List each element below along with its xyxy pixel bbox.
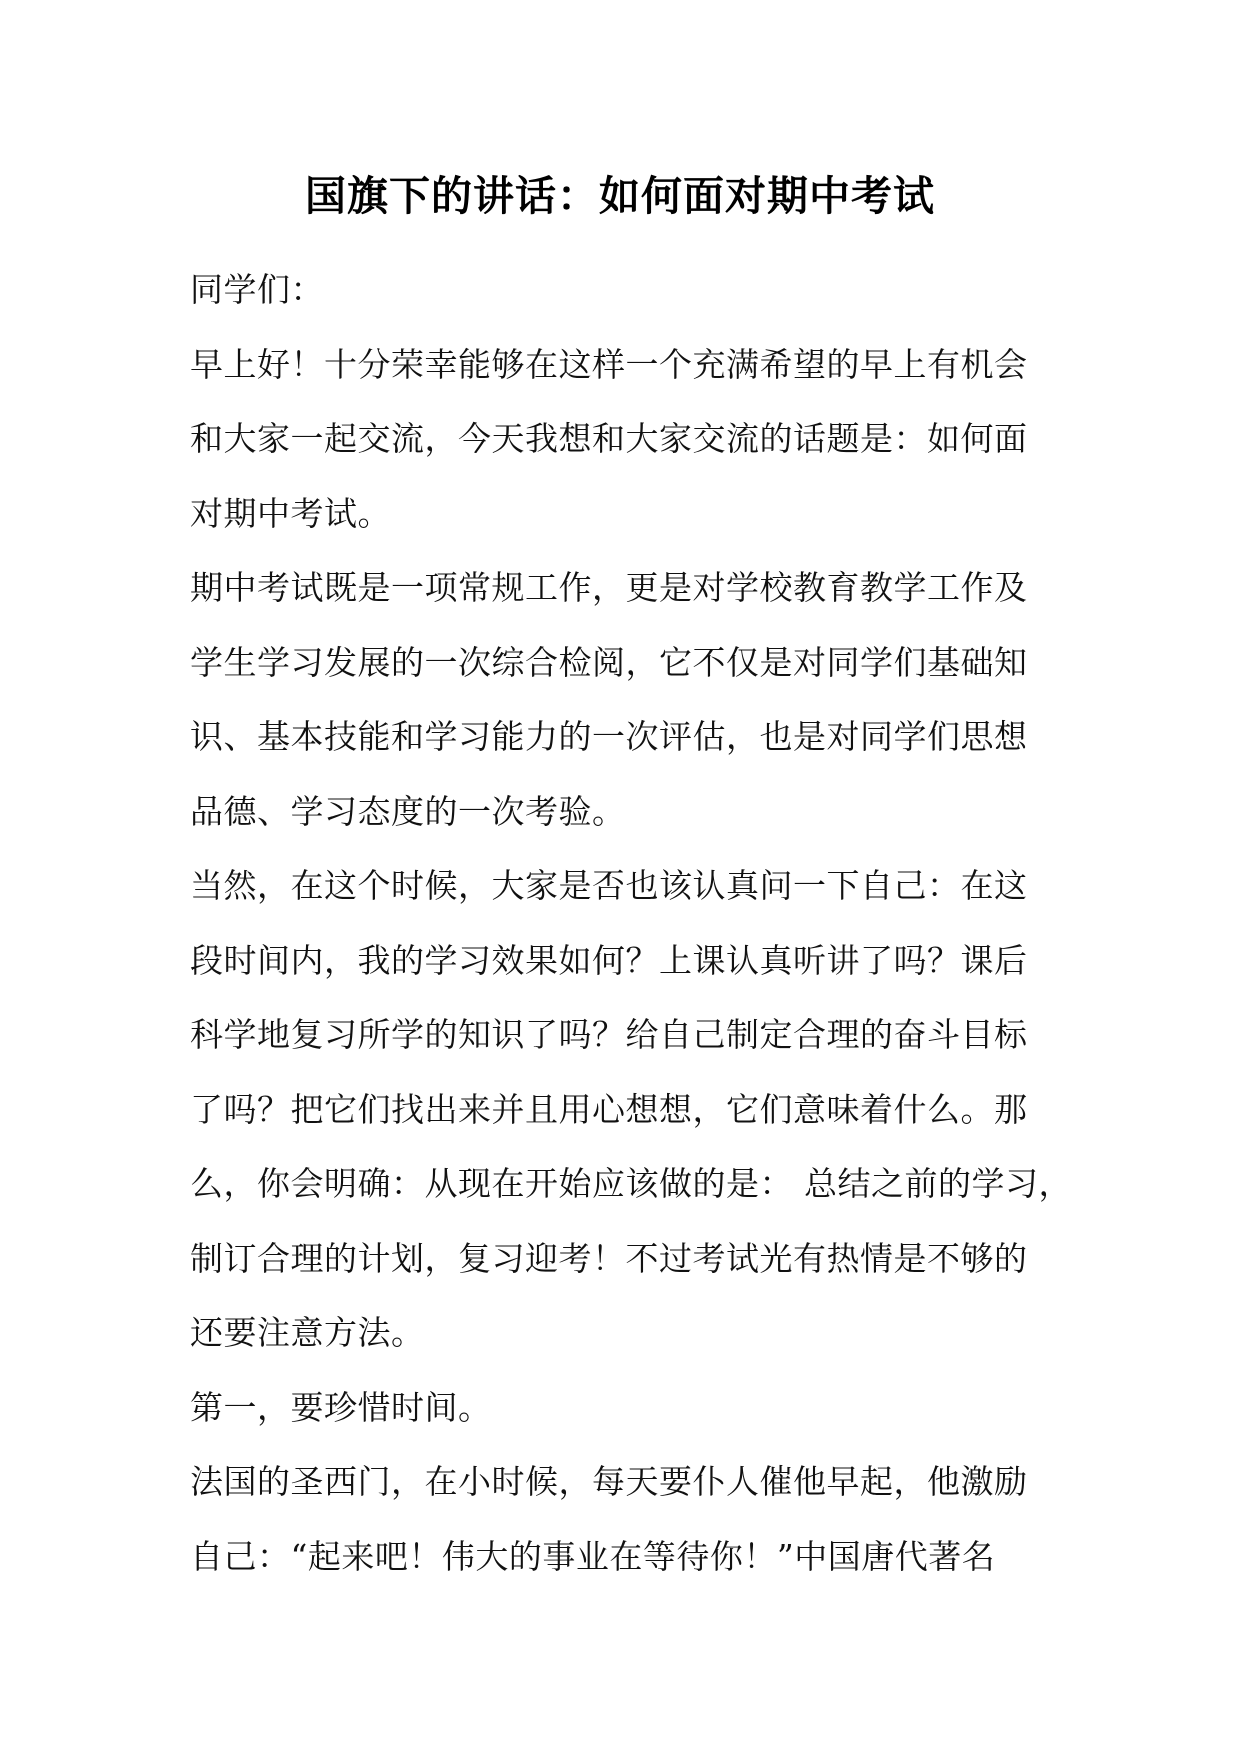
text-line: 对期中考试。 [190,493,391,533]
text-line: 期中考试既是一项常规工作，更是对学校教育教学工作及 [190,568,1028,607]
text-line: 学生学习发展的一次综合检阅，它不仅是对同学们基础知 [190,642,1028,682]
text-line: 自己：“起来吧！伟大的事业在等待你！”中国唐代著名 [190,1536,996,1576]
document-body [190,253,1070,1594]
text-line: 科学地复习所学的知识了吗？给自己制定合理的奋斗目标 [190,1015,1028,1054]
text-line: 品德、学习态度的一次考验。 [190,791,626,831]
text-line: 同学们： [190,270,324,309]
text-line: 当然，在这个时候，大家是否也该认真问一下自己：在这 [190,866,1028,905]
text-line: 么，你会明确：从现在开始应该做的是： 总结之前的学习， [190,1164,1072,1203]
text-line: 段时间内，我的学习效果如何？上课认真听讲了吗？课后 [190,940,1028,980]
text-line: 和大家一起交流，今天我想和大家交流的话题是：如何面 [190,419,1028,458]
text-line: 法国的圣西门，在小时候，每天要仆人催他早起，他激励 [190,1462,1028,1501]
text-line: 还要注意方法。 [190,1313,425,1352]
text-line: 第一，要珍惜时间。 [190,1387,492,1427]
text-line: 了吗？把它们找出来并且用心想想，它们意味着什么。那 [190,1089,1028,1129]
text-line: 制订合理的计划，复习迎考！不过考试光有热情是不够的 [190,1238,1028,1278]
text-line: 识、基本技能和学习能力的一次评估，也是对同学们思想 [190,717,1028,756]
text-line: 早上好！十分荣幸能够在这样一个充满希望的早上有机会 [190,344,1028,384]
document-title: 国旗下的讲话：如何面对期中考试 [305,172,935,220]
